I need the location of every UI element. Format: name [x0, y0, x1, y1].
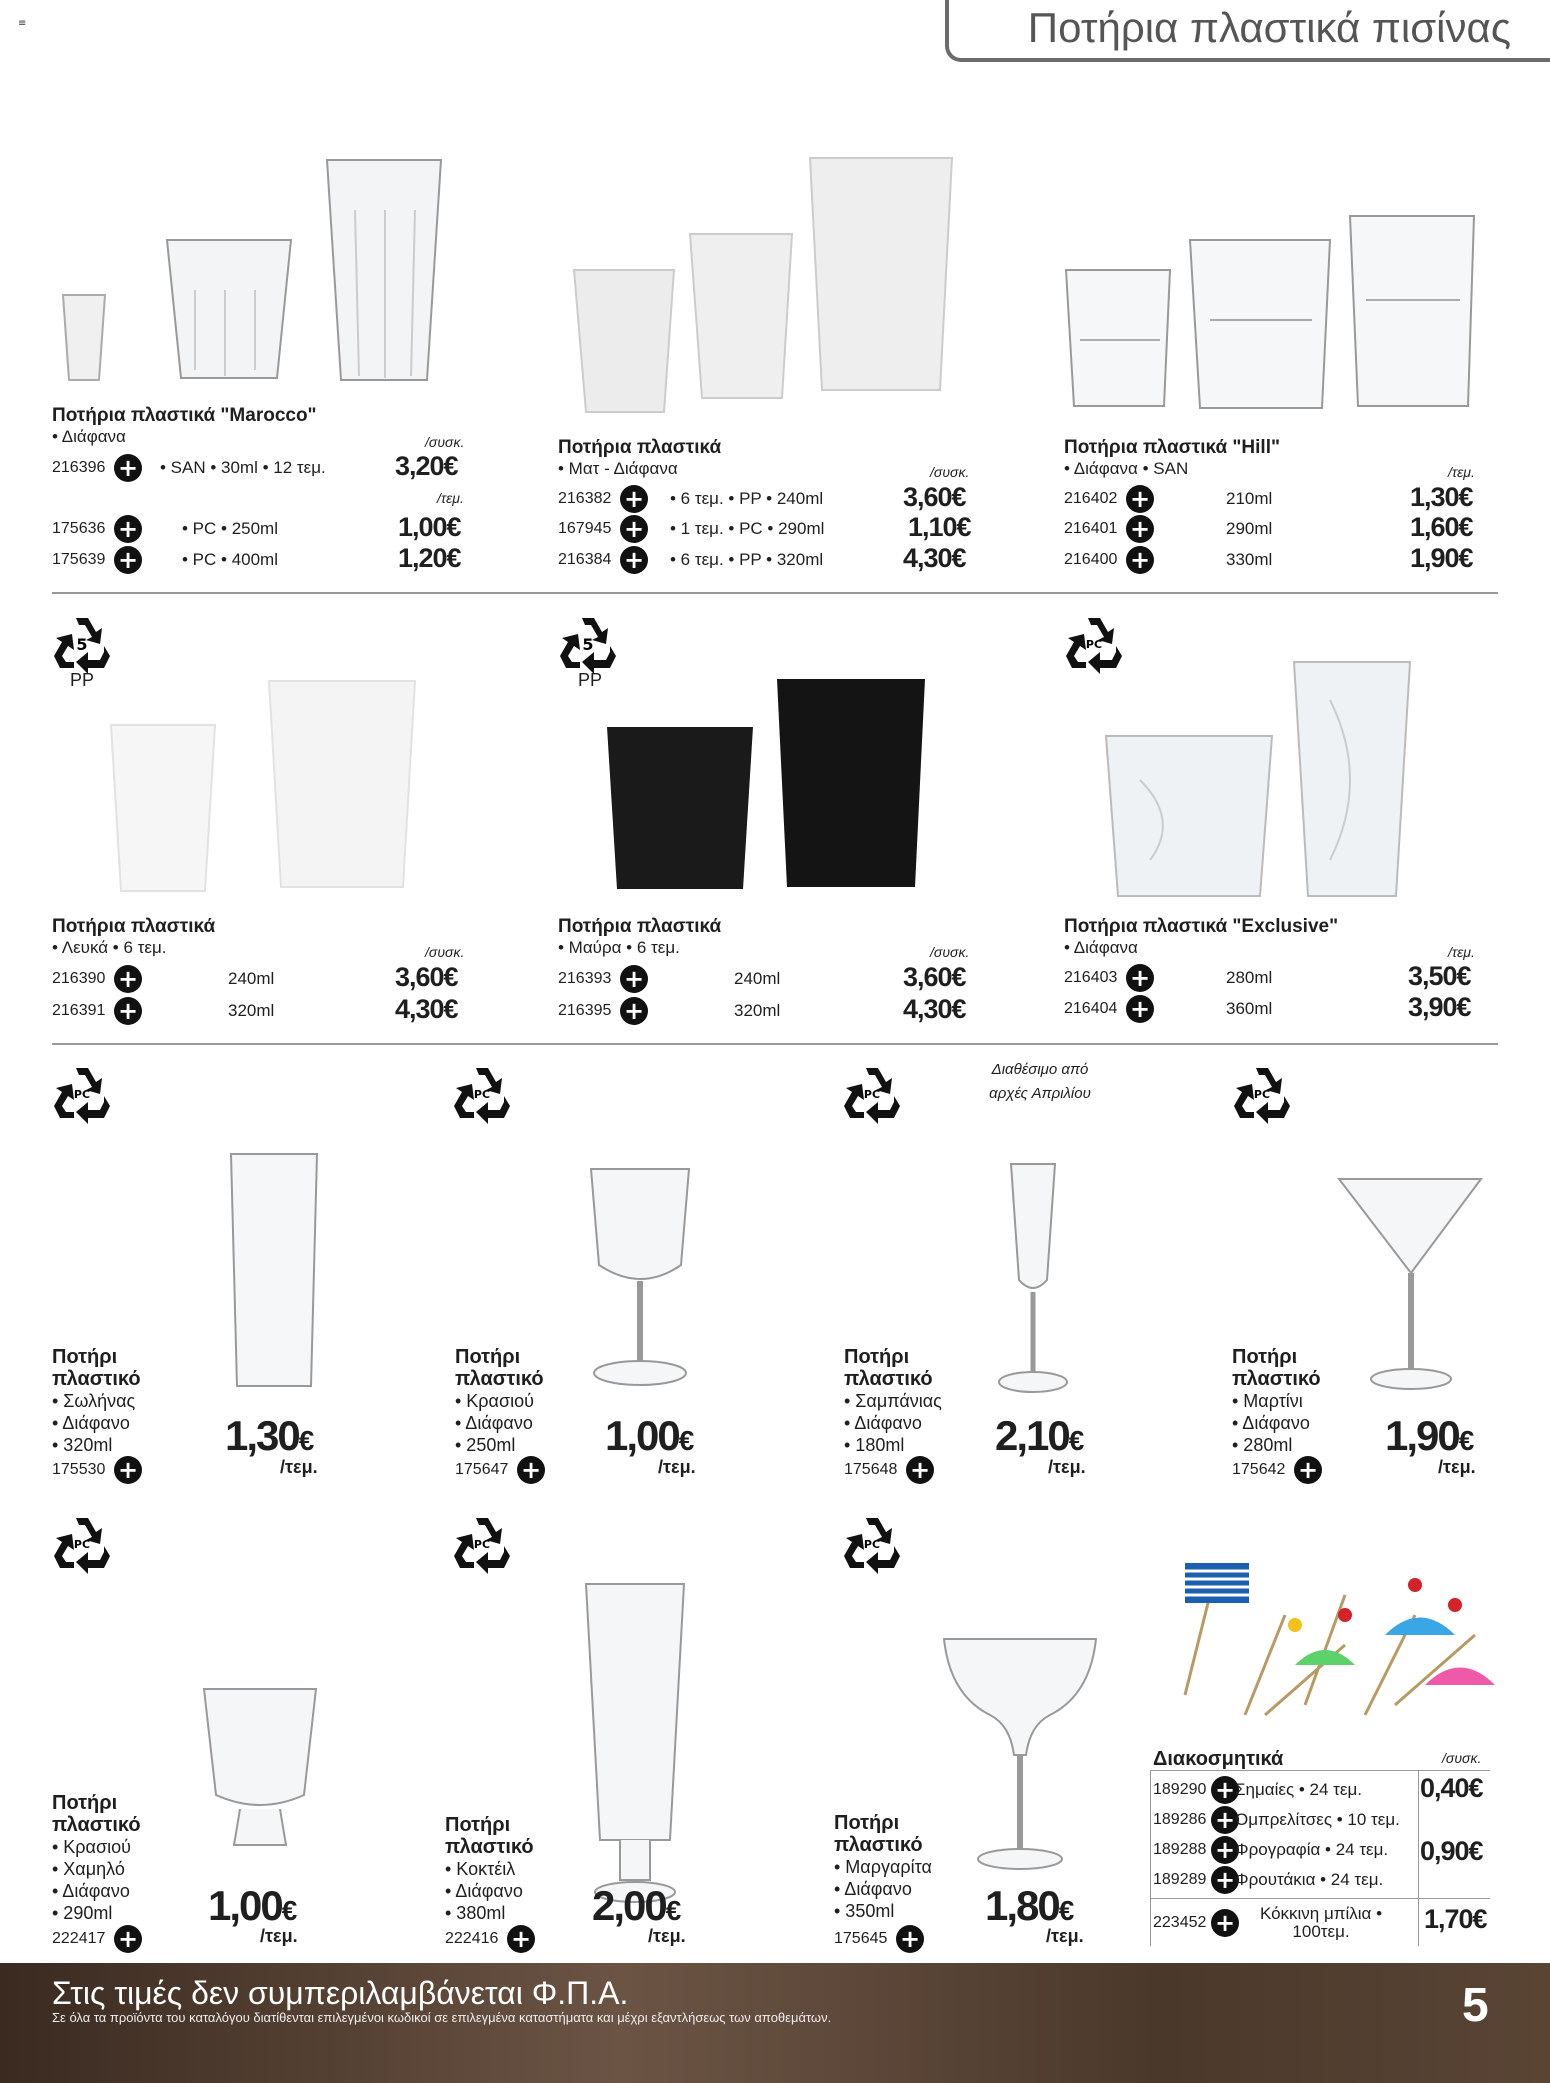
- price-value: 1,00: [605, 1412, 679, 1459]
- product-code: 216403: [1064, 969, 1118, 986]
- add-to-cart-button[interactable]: +: [620, 997, 648, 1025]
- add-to-cart-button[interactable]: +: [1126, 546, 1154, 574]
- table-row: [1064, 514, 1272, 544]
- product-code: 216404: [1064, 1000, 1118, 1017]
- product-price: 3,60€: [395, 962, 458, 992]
- product-code: 175639: [52, 551, 106, 568]
- product-code: 189290: [1153, 1781, 1207, 1798]
- product-price: 1,00€: [398, 512, 461, 542]
- table-row: [52, 514, 278, 544]
- footer-heading: Στις τιμές δεν συμπεριλαμβάνεται Φ.Π.Α.: [52, 1975, 629, 2011]
- unit-label: /τεμ.: [1046, 1926, 1084, 1946]
- product-code: 175636: [52, 520, 106, 537]
- product-desc: Φρουτάκια • 24 τεμ.: [1235, 1870, 1384, 1889]
- product-desc: • Μαργαρίτα: [834, 1857, 932, 1877]
- product-title: Ποτήρι: [455, 1346, 521, 1368]
- product-desc: • PC • 250ml: [182, 519, 278, 538]
- recycle-pc-icon: [450, 1060, 514, 1124]
- product-desc: • Χαμηλό: [52, 1859, 125, 1879]
- product-desc: 210ml: [1226, 489, 1273, 508]
- product-title: Διακοσμητικά: [1153, 1748, 1284, 1770]
- table-row: [1064, 963, 1272, 993]
- table-row: [52, 964, 274, 994]
- marocco-glasses-image: [55, 150, 475, 385]
- product-price: [225, 1412, 312, 1460]
- add-to-cart-button[interactable]: +: [1126, 485, 1154, 513]
- product-price: 3,90€: [1408, 992, 1471, 1022]
- decorations-image: [1145, 1555, 1495, 1735]
- product-title: Ποτήρια πλαστικά "Marocco": [52, 405, 317, 426]
- product-desc: • Διάφανο: [52, 1413, 130, 1433]
- table-row: [1064, 484, 1272, 514]
- product-price: 3,60€: [903, 962, 966, 992]
- product-price: [995, 1412, 1082, 1460]
- unit-label: /συσκ.: [1442, 1750, 1482, 1766]
- product-subtitle: • Ματ - Διάφανα: [558, 459, 678, 478]
- product-price: 4,30€: [395, 994, 458, 1024]
- product-desc: 360ml: [1226, 999, 1273, 1018]
- add-to-cart-button[interactable]: +: [114, 546, 142, 574]
- add-to-cart-button[interactable]: +: [1211, 1776, 1239, 1804]
- recycle-pc-icon: [50, 1060, 114, 1124]
- add-to-cart-button[interactable]: +: [507, 1925, 535, 1953]
- product-code: 216401: [1064, 520, 1118, 537]
- product-price: 0,90€: [1420, 1836, 1483, 1866]
- note-line: Διαθέσιμο από: [991, 1061, 1089, 1078]
- recycle-pp-label: PP: [70, 670, 95, 690]
- price-value: 1,30: [225, 1412, 299, 1459]
- product-code: 216391: [52, 1002, 106, 1019]
- price-value: 1,00: [208, 1882, 282, 1929]
- price-value: 1,80: [985, 1882, 1059, 1929]
- product-desc: • 180ml: [844, 1435, 905, 1455]
- martini-glass-image: [1335, 1175, 1485, 1395]
- svg-text:PC: PC: [73, 1088, 91, 1101]
- product-desc: 240ml: [228, 969, 275, 988]
- product-subtitle: • Διάφανα: [1064, 938, 1138, 957]
- single-product-block: [1232, 1346, 1321, 1456]
- white-glasses-image: [105, 675, 425, 895]
- table-row: [52, 1455, 142, 1485]
- product-desc: • 1 τεμ. • PC • 290ml: [670, 519, 825, 538]
- product-code: 175647: [455, 1461, 509, 1478]
- table-row: [558, 964, 780, 994]
- product-title: Ποτήρι: [834, 1812, 900, 1834]
- table-border: [1150, 1770, 1490, 1771]
- price-value: 1,90: [1385, 1412, 1459, 1459]
- product-code: 216400: [1064, 551, 1118, 568]
- add-to-cart-button[interactable]: +: [114, 997, 142, 1025]
- product-price: 3,20€: [395, 451, 458, 481]
- product-desc: • Σωλήνας: [52, 1391, 136, 1411]
- add-to-cart-button[interactable]: +: [1294, 1456, 1322, 1484]
- product-desc: • 6 τεμ. • PP • 240ml: [670, 489, 824, 508]
- product-price: 1,20€: [398, 543, 461, 573]
- add-to-cart-button[interactable]: +: [114, 965, 142, 993]
- price-currency: €: [665, 1895, 680, 1926]
- margarita-glass-image: [940, 1635, 1100, 1875]
- unit-label: /τεμ.: [260, 1926, 298, 1946]
- product-price: 4,30€: [903, 994, 966, 1024]
- svg-text:PC: PC: [473, 1538, 491, 1551]
- product-desc: 290ml: [1226, 519, 1273, 538]
- product-desc: 320ml: [228, 1001, 275, 1020]
- product-subtitle: • Διάφανα: [52, 427, 126, 446]
- add-to-cart-button[interactable]: +: [620, 515, 648, 543]
- note-line: αρχές Απριλίου: [989, 1085, 1091, 1102]
- add-to-cart-button[interactable]: +: [1126, 515, 1154, 543]
- table-border: [1150, 1770, 1151, 1946]
- product-desc: • 6 τεμ. • PP • 320ml: [670, 550, 824, 569]
- product-desc: Ομπρελίτσες • 10 τεμ.: [1235, 1810, 1400, 1829]
- table-row: [1153, 1775, 1362, 1805]
- product-desc: Σημαίες • 24 τεμ.: [1235, 1780, 1362, 1799]
- table-row: [52, 996, 274, 1026]
- table-row: [558, 514, 824, 544]
- product-subtitle: • Λευκά • 6 τεμ.: [52, 938, 167, 957]
- exclusive-glasses-image: [1100, 660, 1430, 900]
- add-to-cart-button[interactable]: +: [114, 1456, 142, 1484]
- add-to-cart-button[interactable]: +: [1211, 1836, 1239, 1864]
- product-price: 1,10€: [908, 512, 971, 542]
- unit-label: /τεμ.: [1448, 464, 1475, 480]
- footer-disclaimer: Σε όλα τα προϊόντα του καταλόγου διατίθενται επιλεγμένοι κωδικοί σε επιλεγμένα καταστήματα και μέχρι εξαντλήσεως των αποθεμάτων.: [52, 2010, 832, 2025]
- table-border: [1418, 1770, 1419, 1946]
- unit-label: /τεμ.: [658, 1457, 696, 1477]
- product-code: 222416: [445, 1930, 499, 1947]
- product-price: 1,30€: [1410, 482, 1473, 512]
- availability-note: [960, 1058, 1120, 1106]
- recycle-pp-icon: [50, 610, 114, 674]
- price-currency: €: [678, 1425, 693, 1456]
- product-price: [985, 1882, 1072, 1930]
- product-desc: • Διάφανο: [844, 1413, 922, 1433]
- table-row: [558, 996, 780, 1026]
- add-to-cart-button[interactable]: +: [114, 1925, 142, 1953]
- add-to-cart-button[interactable]: +: [1126, 995, 1154, 1023]
- product-desc: • Διάφανο: [445, 1881, 523, 1901]
- product-code: 175530: [52, 1461, 106, 1478]
- add-to-cart-button[interactable]: +: [1211, 1806, 1239, 1834]
- product-code: 216390: [52, 970, 106, 987]
- product-price: 4,30€: [903, 543, 966, 573]
- add-to-cart-button[interactable]: +: [620, 965, 648, 993]
- exclusive-block: [1064, 916, 1338, 958]
- recycle-pc-icon: [50, 1510, 114, 1574]
- product-code: 189288: [1153, 1841, 1207, 1858]
- unit-label: /συσκ.: [930, 944, 970, 960]
- price-currency: €: [1068, 1425, 1083, 1456]
- product-desc: • Σαμπάνιας: [844, 1391, 942, 1411]
- add-to-cart-button[interactable]: +: [517, 1456, 545, 1484]
- product-code: 216384: [558, 551, 612, 568]
- product-title: Ποτήρι: [1232, 1346, 1298, 1368]
- mat-block: [558, 437, 978, 479]
- price-value: 2,10: [995, 1412, 1069, 1459]
- product-price: 1,70€: [1424, 1904, 1487, 1934]
- svg-text:PC: PC: [863, 1538, 881, 1551]
- unit-label: /τεμ.: [648, 1926, 686, 1946]
- product-title: πλαστικό: [445, 1836, 534, 1858]
- product-code: 167945: [558, 520, 612, 537]
- wine-glass-image: [585, 1165, 695, 1395]
- svg-text:PC: PC: [473, 1088, 491, 1101]
- table-row: [455, 1455, 545, 1485]
- unit-label: /τεμ.: [1448, 944, 1475, 960]
- product-code: 216393: [558, 970, 612, 987]
- product-title: Ποτήρι: [52, 1346, 118, 1368]
- product-title: πλαστικό: [844, 1368, 933, 1390]
- table-row: [1153, 1805, 1400, 1835]
- unit-label: /τεμ.: [1048, 1457, 1086, 1477]
- black-block: [558, 916, 721, 958]
- table-row: [1153, 1905, 1391, 1941]
- price-currency: €: [298, 1425, 313, 1456]
- product-price: [605, 1412, 692, 1460]
- mat-glasses-image: [570, 150, 970, 415]
- add-to-cart-button[interactable]: +: [1211, 1866, 1239, 1894]
- product-desc: • PC • 400ml: [182, 550, 278, 569]
- svg-text:PC: PC: [1085, 638, 1103, 651]
- champagne-glass-image: [995, 1160, 1075, 1400]
- unit-label: /συσκ.: [930, 464, 970, 480]
- product-title: Ποτήρι: [844, 1346, 910, 1368]
- add-to-cart-button[interactable]: +: [906, 1456, 934, 1484]
- product-title: πλαστικό: [52, 1368, 141, 1390]
- product-desc: Κόκκινη μπίλια • 100τεμ.: [1259, 1904, 1383, 1941]
- divider: [52, 1043, 1498, 1045]
- svg-text:PC: PC: [863, 1088, 881, 1101]
- table-row: [844, 1455, 934, 1485]
- product-code: 223452: [1153, 1914, 1207, 1931]
- price-currency: €: [1458, 1425, 1473, 1456]
- product-subtitle: • Διάφανα • SAN: [1064, 459, 1189, 478]
- recycle-pp-icon: [556, 610, 620, 674]
- product-code: 189286: [1153, 1811, 1207, 1828]
- svg-text:PC: PC: [73, 1538, 91, 1551]
- divider: [52, 592, 1498, 594]
- product-desc: 280ml: [1226, 968, 1273, 987]
- unit-label: /τεμ.: [280, 1457, 318, 1477]
- product-title: πλαστικό: [1232, 1368, 1321, 1390]
- product-desc: • 350ml: [834, 1901, 895, 1921]
- product-desc: • Διάφανο: [1232, 1413, 1310, 1433]
- product-title: πλαστικό: [455, 1368, 544, 1390]
- product-code: 175645: [834, 1930, 888, 1947]
- product-title: Ποτήρι: [52, 1792, 118, 1814]
- table-row: [1153, 1865, 1383, 1895]
- product-title: πλαστικό: [52, 1814, 141, 1836]
- unit-label: /τεμ.: [437, 490, 464, 506]
- product-title: Ποτήρια πλαστικά "Hill": [1064, 437, 1280, 458]
- product-title: Ποτήρια πλαστικά "Exclusive": [1064, 916, 1339, 937]
- product-code: 175648: [844, 1461, 898, 1478]
- product-title: Ποτήρια πλαστικά: [558, 437, 722, 458]
- table-row: [1232, 1455, 1322, 1485]
- page-title: Ποτήρια πλαστικά πισίνας: [1027, 4, 1511, 51]
- add-to-cart-button[interactable]: +: [114, 515, 142, 543]
- add-to-cart-button[interactable]: +: [896, 1925, 924, 1953]
- table-row: [52, 545, 278, 575]
- white-block: [52, 916, 215, 958]
- product-title: Ποτήρι: [445, 1814, 511, 1836]
- table-row: [1153, 1835, 1388, 1865]
- table-row: [558, 484, 823, 514]
- low-wine-glass-image: [200, 1685, 320, 1855]
- single-product-block: [52, 1792, 141, 1924]
- product-code: 216395: [558, 1002, 612, 1019]
- page-number: 5: [1462, 1979, 1489, 2032]
- recycle-pc-icon: [450, 1510, 514, 1574]
- recycle-pc-icon: [840, 1510, 904, 1574]
- product-price: [208, 1882, 295, 1930]
- single-product-block: [445, 1814, 534, 1924]
- tube-glass-image: [225, 1150, 325, 1390]
- product-title: πλαστικό: [834, 1834, 923, 1856]
- product-code: 216402: [1064, 490, 1118, 507]
- svg-text:PC: PC: [1253, 1088, 1271, 1101]
- product-desc: • 320ml: [52, 1435, 113, 1455]
- unit-label: /τεμ.: [1438, 1457, 1476, 1477]
- product-desc: Φρογραφία • 24 τεμ.: [1235, 1840, 1389, 1859]
- add-to-cart-button[interactable]: +: [620, 485, 648, 513]
- table-row: [52, 453, 326, 483]
- product-title: Ποτήρια πλαστικά: [558, 916, 722, 937]
- product-price: 1,90€: [1410, 543, 1473, 573]
- table-row: [834, 1924, 924, 1954]
- product-price: 0,40€: [1420, 1773, 1483, 1803]
- product-desc: • Κρασιού: [455, 1391, 534, 1411]
- product-desc: • Διάφανο: [834, 1879, 912, 1899]
- product-desc: • 290ml: [52, 1903, 113, 1923]
- marocco-block: [52, 405, 472, 447]
- product-desc: • Διάφανο: [455, 1413, 533, 1433]
- crop-mark: ≡: [18, 18, 27, 29]
- recycle-pc-icon: [1230, 1060, 1294, 1124]
- product-desc: 330ml: [1226, 550, 1273, 569]
- black-glasses-image: [605, 675, 935, 895]
- svg-text:5: 5: [582, 635, 594, 654]
- product-price: [592, 1882, 679, 1930]
- product-desc: • 250ml: [455, 1435, 516, 1455]
- product-price: 3,60€: [903, 482, 966, 512]
- table-row: [1064, 545, 1272, 575]
- product-desc: • Κοκτέιλ: [445, 1859, 516, 1879]
- table-border: [1150, 1898, 1490, 1899]
- product-desc: • SAN • 30ml • 12 τεμ.: [160, 458, 326, 477]
- price-value: 2,00: [592, 1882, 666, 1929]
- add-to-cart-button[interactable]: +: [1126, 964, 1154, 992]
- add-to-cart-button[interactable]: +: [1211, 1909, 1239, 1937]
- svg-text:5: 5: [76, 635, 88, 654]
- table-row: [52, 1924, 142, 1954]
- product-code: 175642: [1232, 1461, 1286, 1478]
- single-product-block: [844, 1346, 942, 1456]
- product-price: 1,60€: [1410, 512, 1473, 542]
- product-desc: • 280ml: [1232, 1435, 1293, 1455]
- add-to-cart-button[interactable]: +: [114, 454, 142, 482]
- cocktail-glass-image: [580, 1580, 690, 1910]
- product-code: 216382: [558, 490, 612, 507]
- add-to-cart-button[interactable]: +: [620, 546, 648, 574]
- product-code: 216396: [52, 459, 106, 476]
- product-desc: • Διάφανο: [52, 1881, 130, 1901]
- product-title: Ποτήρια πλαστικά: [52, 916, 216, 937]
- table-row: [445, 1924, 535, 1954]
- hill-block: [1064, 437, 1484, 479]
- table-row: [1064, 994, 1272, 1024]
- product-price: 3,50€: [1408, 961, 1471, 991]
- product-desc: 240ml: [734, 969, 781, 988]
- product-desc: • Μαρτίνι: [1232, 1391, 1303, 1411]
- product-desc: • Κρασιού: [52, 1837, 131, 1857]
- recycle-pp-label: PP: [578, 670, 603, 690]
- product-price: [1385, 1412, 1472, 1460]
- hill-glasses-image: [1060, 210, 1480, 410]
- price-currency: €: [281, 1895, 296, 1926]
- unit-label: /συσκ.: [425, 944, 465, 960]
- price-currency: €: [1058, 1895, 1073, 1926]
- product-subtitle: • Μαύρα • 6 τεμ.: [558, 938, 680, 957]
- recycle-pc-icon: [840, 1060, 904, 1124]
- page-header-tab: [945, 0, 1550, 62]
- single-product-block: [455, 1346, 544, 1456]
- product-code: 222417: [52, 1930, 106, 1947]
- unit-label: /συσκ.: [425, 434, 465, 450]
- single-product-block: [834, 1812, 932, 1922]
- product-desc: • 380ml: [445, 1903, 506, 1923]
- product-desc: 320ml: [734, 1001, 781, 1020]
- single-product-block: [52, 1346, 141, 1456]
- table-row: [558, 545, 823, 575]
- product-code: 189289: [1153, 1871, 1207, 1888]
